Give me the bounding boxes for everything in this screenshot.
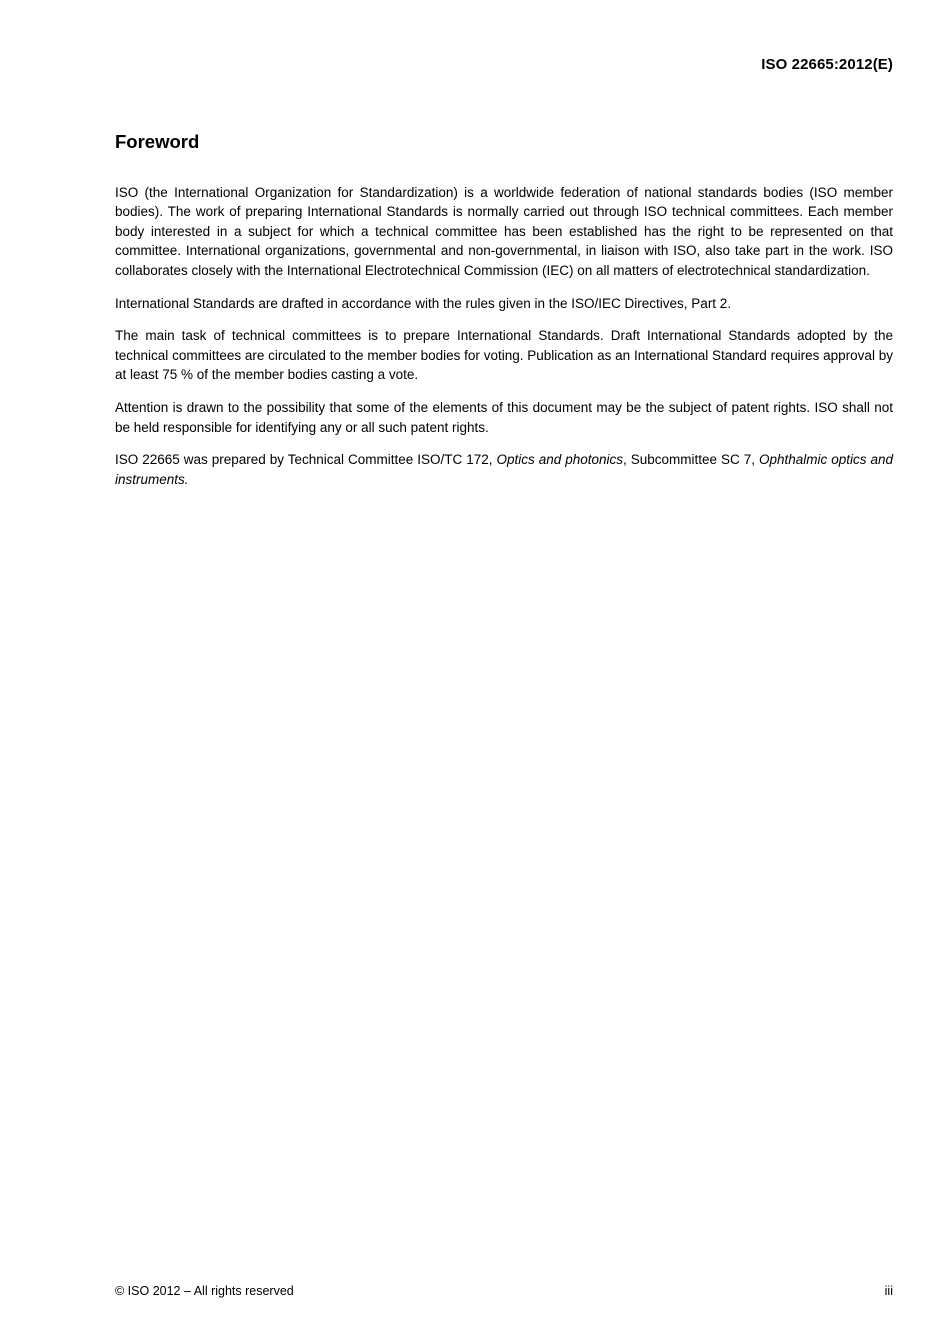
committee-mid-text: , Subcommittee SC 7, — [623, 452, 759, 468]
footer-copyright: © ISO 2012 – All rights reserved — [115, 1284, 294, 1298]
paragraph-main-task: The main task of technical committees is to prepare International Standards. Draft International Standards adopted by the technical committees are circulated to the member bodies for voting. Publication as an International Standard requires approval by at least 75 % of the member bodies casting a vote. — [115, 328, 893, 383]
page-footer — [115, 1284, 893, 1299]
subcommittee-name-italic: Ophthalmic optics and instruments. — [115, 452, 894, 487]
committee-lead-text: ISO 22665 was prepared by Technical Committee ISO/TC 172, — [115, 452, 497, 468]
paragraph-directives: International Standards are drafted in accordance with the rules given in the ISO/IEC Directives, Part 2. — [115, 295, 732, 311]
committee-name-italic: Optics and photonics — [496, 452, 624, 468]
footer-page-number: iii — [884, 1284, 893, 1298]
paragraph-committee — [115, 450, 893, 489]
paragraph-patent-rights: Attention is drawn to the possibility that some of the elements of this document may be the subject of patent rights. ISO shall not be held responsible for identifying any or all such patent rights. — [115, 400, 893, 435]
page-content — [115, 130, 893, 503]
foreword-heading: Foreword — [115, 131, 200, 152]
paragraph-iso-federation: ISO (the International Organization for Standardization) is a worldwide federation of national standards bodies (ISO member bodies). The work of preparing International Standards is normally carried out through ISO technical committees. Each member body interested in a subject for which a technical committee has been established has the right to be represented on that committee. International organizations, governmental and non-governmental, in liaison with ISO, also take part in the work. ISO collaborates closely with the International Electrotechnical Commission (IEC) on all matters of electrotechnical standardization. — [115, 185, 893, 278]
header-standard-reference: ISO 22665:2012(E) — [761, 56, 893, 73]
